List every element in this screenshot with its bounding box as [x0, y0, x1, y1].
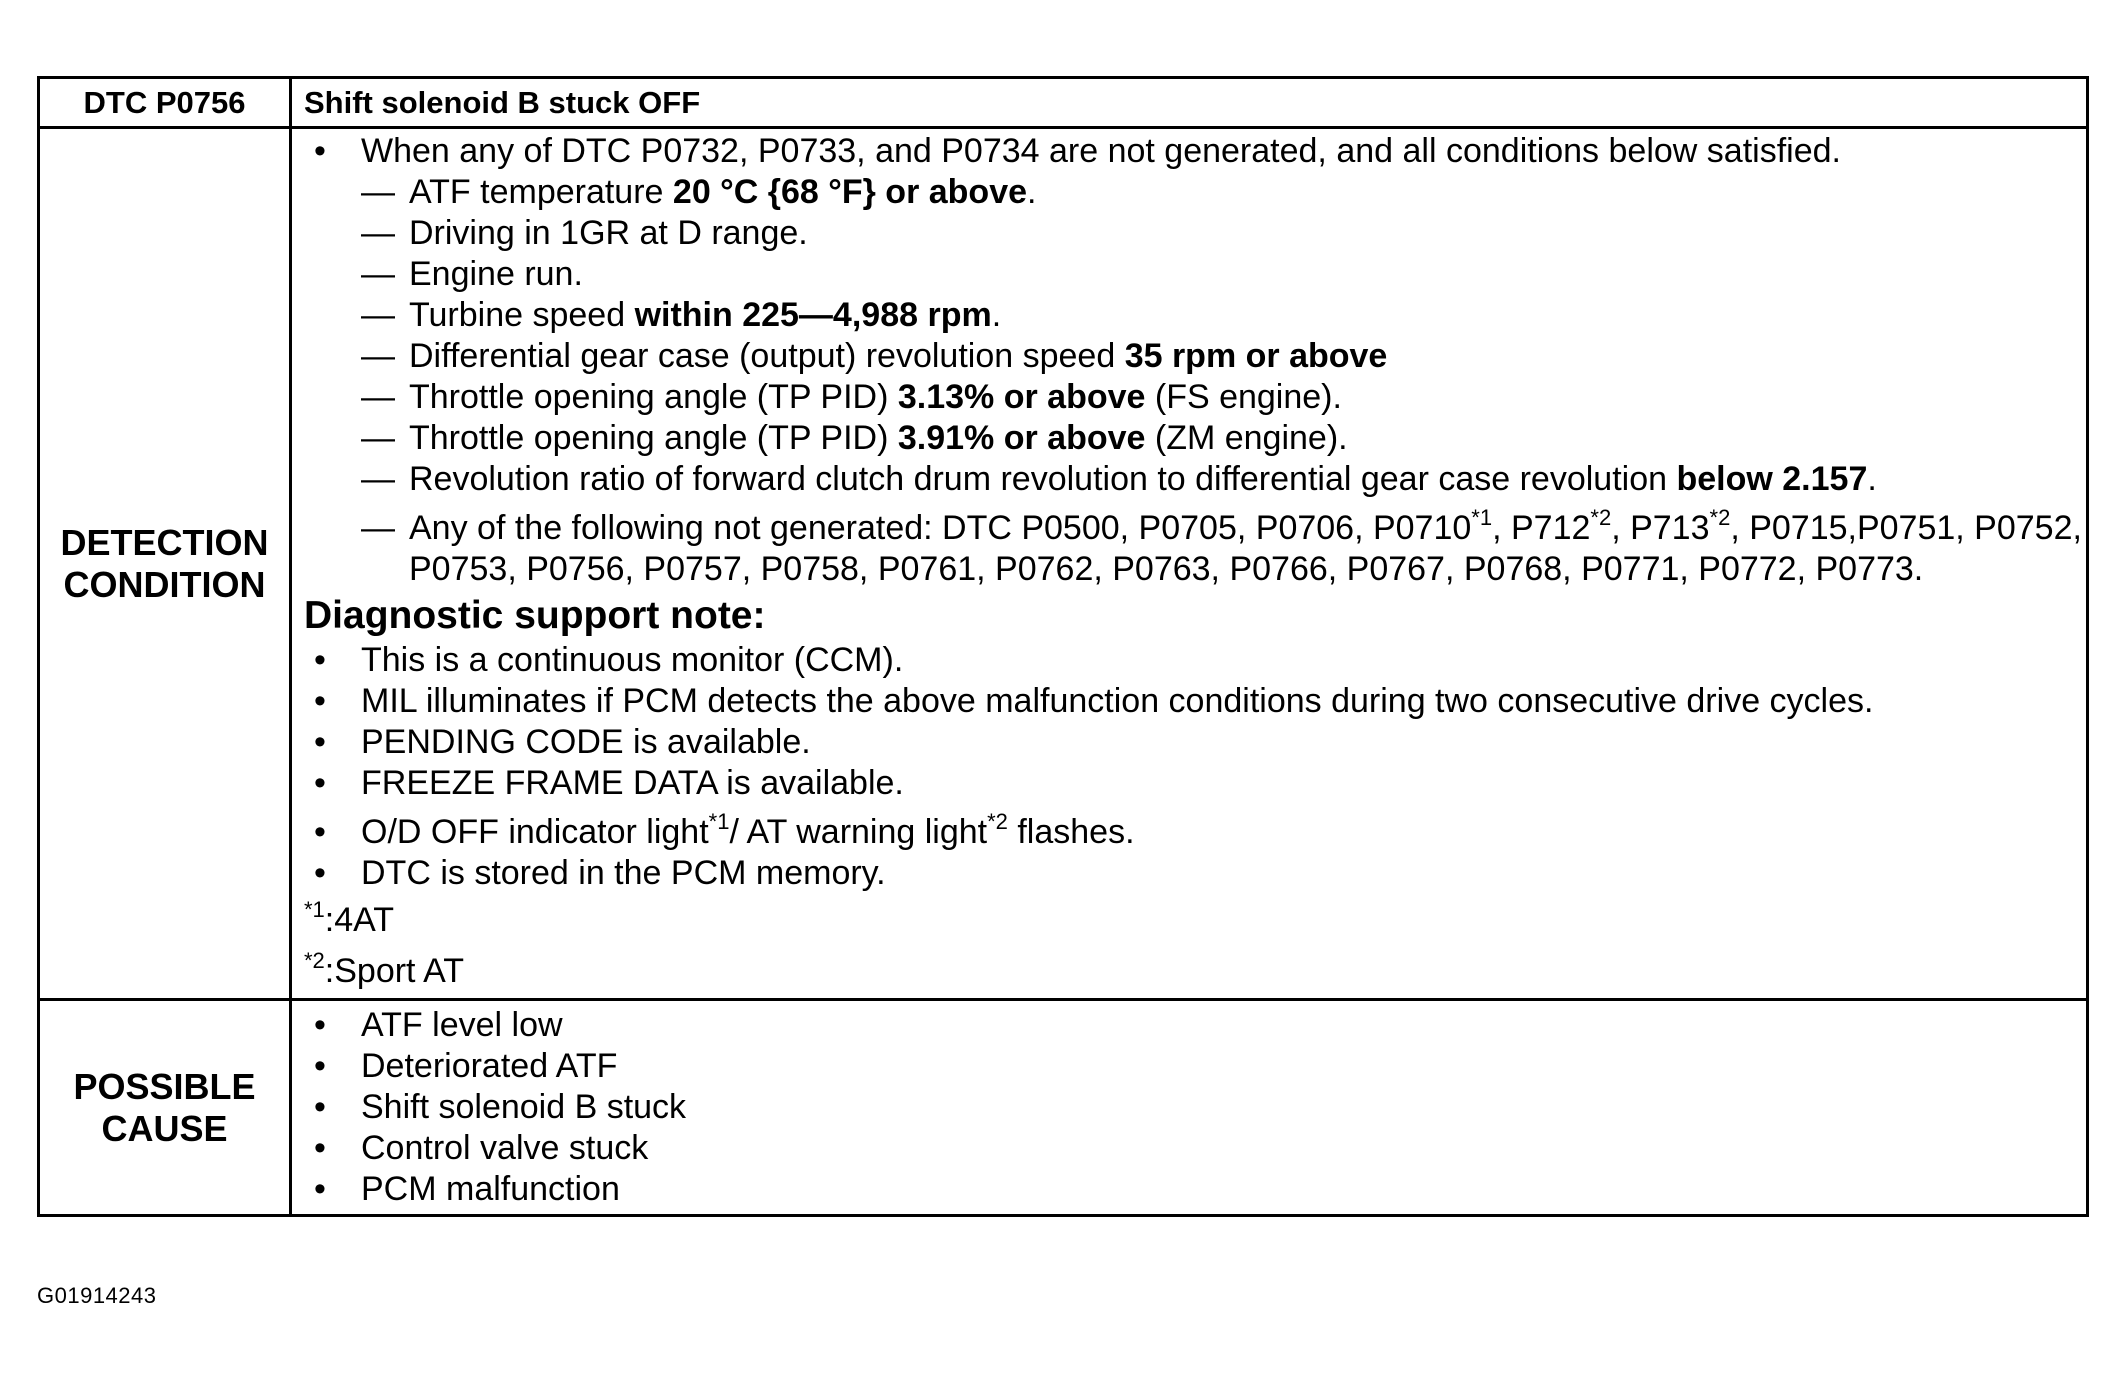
condition-tp-zm-post: (ZM engine). [1145, 419, 1348, 457]
note-item-ccm: • This is a continuous monitor (CCM). [304, 640, 2086, 681]
note-item-stored: • DTC is stored in the PCM memory. [304, 853, 2086, 894]
condition-turbine-pre: Turbine speed [409, 296, 635, 334]
condition-driving: — Driving in 1GR at D range. [361, 213, 2086, 254]
condition-atf [361, 172, 2086, 213]
cause-item: • ATF level low [304, 1005, 2086, 1046]
cause-item: • Deteriorated ATF [304, 1046, 2086, 1087]
conditions-wrap [304, 172, 2086, 590]
note-light-b: / AT warning light [729, 813, 988, 851]
detection-content [291, 128, 2088, 1000]
condition-ratio-pre: Revolution ratio of forward clutch drum revolution to differential gear case revolution [409, 460, 1677, 498]
condition-not-generated [361, 505, 2086, 590]
cause-label-line2: CAUSE [101, 1107, 228, 1149]
detection-row [39, 128, 2088, 1000]
note-item-mil: • MIL illuminates if PCM detects the above malfunction conditions during two consecutive drive cycles. [304, 681, 2086, 722]
condition-ratio-value: below 2.157 [1676, 460, 1868, 498]
condition-any-sup2: *2 [1590, 505, 1612, 530]
note-light-c: flashes. [1007, 813, 1135, 851]
note-light-sup2: *2 [987, 809, 1008, 834]
conditions-list [361, 172, 2086, 590]
note-item-pending: • PENDING CODE is available. [304, 722, 2086, 763]
condition-atf-value: 20 °C {68 °F} or above [672, 173, 1028, 211]
note-light-a: O/D OFF indicator light [361, 813, 709, 851]
condition-diff [361, 336, 2086, 377]
condition-atf-post: . [1027, 173, 1037, 211]
condition-diff-value: 35 rpm or above [1124, 337, 1388, 375]
dtc-title: Shift solenoid B stuck OFF [291, 78, 2088, 128]
cause-row [39, 1000, 2088, 1216]
cause-list [304, 1005, 2086, 1210]
condition-atf-pre: ATF temperature [409, 173, 673, 211]
cause-content [291, 1000, 2088, 1216]
detection-label [39, 128, 291, 1000]
header-row [39, 78, 2088, 128]
notes-list [304, 640, 2086, 894]
footnote-2-mark: *2 [304, 948, 325, 973]
detection-label-line2: CONDITION [63, 563, 266, 605]
condition-turbine-post: . [991, 296, 1002, 334]
note-item-freeze: • FREEZE FRAME DATA is available. [304, 763, 2086, 804]
cause-item: • Control valve stuck [304, 1128, 2086, 1169]
condition-any-c: , P713 [1611, 509, 1710, 547]
condition-ratio-post: . [1867, 460, 1877, 498]
footnote-2-text: :Sport AT [324, 952, 465, 990]
condition-tp-fs-value: 3.13% or above [897, 378, 1146, 416]
condition-diff-pre: Differential gear case (output) revolution speed [409, 337, 1125, 375]
condition-tp-zm [361, 418, 2086, 459]
condition-tp-fs [361, 377, 2086, 418]
condition-any-sup1: *1 [1471, 505, 1493, 530]
detection-label-line1: DETECTION [60, 521, 269, 563]
detection-intro: • When any of DTC P0732, P0733, and P0734 are not generated, and all conditions below satisfied. [304, 131, 2086, 172]
dtc-code: DTC P0756 [39, 78, 291, 128]
cause-label [39, 1000, 291, 1216]
note-heading: Diagnostic support note: [304, 594, 766, 637]
condition-tp-zm-value: 3.91% or above [897, 419, 1146, 457]
condition-tp-fs-pre: Throttle opening angle (TP PID) [409, 378, 898, 416]
note-light-sup1: *1 [708, 809, 730, 834]
footnote-1-mark: *1 [304, 897, 325, 922]
condition-engine: — Engine run. [361, 254, 2086, 295]
footnote-2 [304, 948, 2086, 992]
condition-any-sup3: *2 [1709, 505, 1731, 530]
condition-tp-zm-pre: Throttle opening angle (TP PID) [409, 419, 898, 457]
figure-id: G01914243 [37, 1283, 157, 1308]
footnote-1 [304, 897, 2086, 941]
condition-turbine-value: within 225—4,988 rpm [634, 296, 992, 334]
condition-any-a: Any of the following not generated: DTC P0500, P0705, P0706, P0710 [409, 509, 1472, 547]
note-item-light [304, 809, 2086, 853]
cause-label-line1: POSSIBLE [73, 1065, 256, 1107]
cause-item: • Shift solenoid B stuck [304, 1087, 2086, 1128]
footnote-1-text: :4AT [324, 901, 395, 939]
condition-ratio [361, 459, 2086, 500]
condition-tp-fs-post: (FS engine). [1145, 378, 1342, 416]
dtc-table [37, 76, 2089, 1217]
condition-any-b: , P712 [1492, 509, 1591, 547]
detection-intro-list [304, 131, 2086, 172]
condition-any-d: , P0715,P0751, P0752, P0753, P0756, P0757, P0758, P0761, P0762, P0763, P0766, P0767, P0768, P0771, P0772, P0773. [409, 509, 2082, 588]
condition-turbine [361, 295, 2086, 336]
cause-item: • PCM malfunction [304, 1169, 2086, 1210]
